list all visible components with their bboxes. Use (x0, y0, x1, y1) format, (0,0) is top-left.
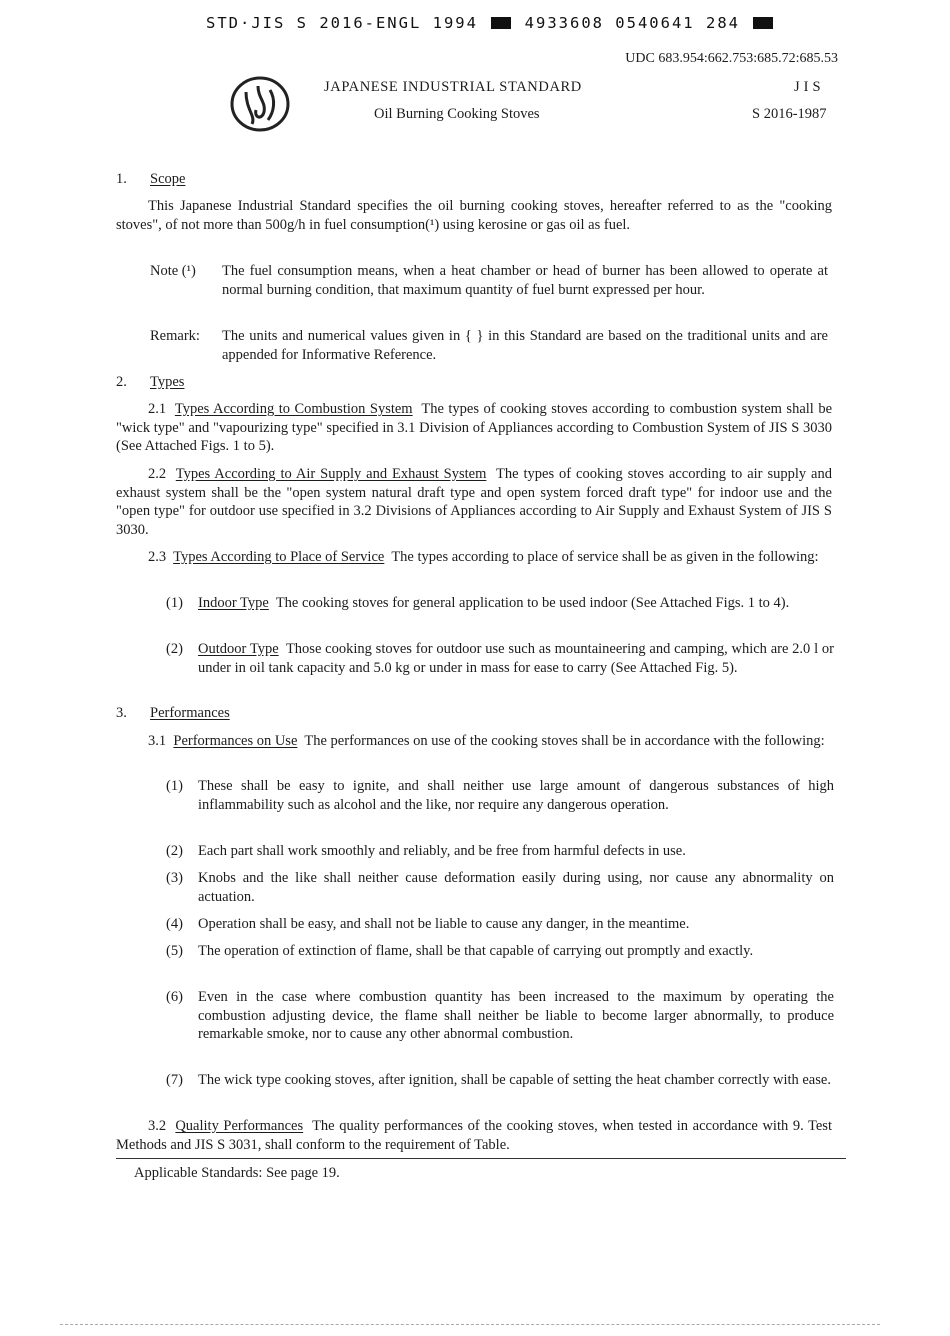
item-title: Outdoor Type (198, 641, 279, 657)
clause-title: Types According to Air Supply and Exhaust System (175, 466, 487, 482)
scan-edge-noise (60, 1324, 880, 1327)
list-item: (5) The operation of extinction of flame, shall be that capable of carrying out promptly and exactly. (166, 943, 754, 959)
clause-2-3: 2.3 Types According to Place of Service The types according to place of service shall be as given in the following: (148, 549, 819, 565)
list-item: (6) Even in the case where combustion quantity has been increased to the maximum by operating the combustion adjusting device, the flame shall neither be liable to become larger abnormally, to produce remarkable smoke, nor to cause any other abnormal combustion. (166, 989, 834, 1042)
clause-3-2: 3.2 Quality Performances The quality performances of the cooking stoves, when tested in accordance with 9. Test Methods and JIS S 3031, shall conform to the requirement of Table. (116, 1118, 832, 1153)
redaction-block (491, 17, 511, 29)
list-item: (4) Operation shall be easy, and shall not be liable to cause any danger, in the meantime. (166, 916, 690, 932)
list-item: (2) Each part shall work smoothly and reliably, and be free from harmful defects in use. (166, 843, 686, 859)
section-2-heading: 2. Types (116, 374, 185, 390)
udc-number: UDC 683.954:662.753:685.72:685.53 (625, 51, 838, 66)
scope-paragraph: This Japanese Industrial Standard specifies the oil burning cooking stoves, hereafter referred to as the "cooking stoves", of not more than 500g/h in fuel consumption(¹) using kerosine or gas oil as fuel. (116, 198, 832, 233)
jis-logo-icon (228, 72, 292, 134)
clause-2-1: 2.1 Types According to Combustion System The types of cooking stoves according to combustion system shall be "wick type" and "vapourizing type" specified in 3.1 Division of Appliances according to Combustion System of JIS S 3030 (See Attached Figs. 1 to 5). (116, 401, 833, 454)
item-title: Indoor Type (198, 595, 269, 611)
note-label: Note (¹) (150, 263, 196, 279)
section-1-heading: 1. Scope (116, 171, 186, 187)
note-text: The fuel consumption means, when a heat chamber or head of burner has been allowed to operate at normal burning condition, that maximum quantity of fuel burnt expressed per hour. (222, 263, 828, 298)
standard-number: S 2016-1987 (752, 106, 827, 122)
clause-3-1: 3.1 Performances on Use The performances on use of the cooking stoves shall be in accordance with the following: (148, 733, 825, 749)
org-title: JAPANESE INDUSTRIAL STANDARD (324, 79, 582, 95)
section-title: Types (150, 374, 185, 390)
remark-text: The units and numerical values given in { } in this Standard are based on the traditional units and are appended for Informative Reference. (222, 328, 828, 363)
jis-mark: JIS (794, 79, 825, 95)
list-item: (1) These shall be easy to ignite, and shall neither use large amount of dangerous substances of high inflammability such as alcohol and the like, nor require any dangerous operation. (166, 778, 834, 813)
clause-title: Types According to Combustion System (174, 401, 413, 417)
section-title: Performances (150, 705, 230, 721)
list-item: (1) Indoor Type The cooking stoves for general application to be used indoor (See Attached Figs. 1 to 4). (166, 595, 790, 611)
footer-rule (116, 1158, 846, 1159)
clause-title: Quality Performances (175, 1118, 304, 1134)
section-3-heading: 3. Performances (116, 705, 230, 721)
list-item: (2) Outdoor Type Those cooking stoves for outdoor use such as mountaineering and camping, which are 2.0 l or under in oil tank capacity and 5.0 kg or under in mass for ease to carry (See Attached Fig. 5). (166, 641, 834, 676)
code-line-right-a: 4933608 0540641 (524, 14, 695, 32)
redaction-block (753, 17, 773, 29)
list-item: (3) Knobs and the like shall neither cause deformation easily during using, nor cause any abnormality on actuation. (166, 870, 834, 905)
doc-title: Oil Burning Cooking Stoves (374, 106, 540, 122)
clause-title: Types According to Place of Service (173, 549, 385, 565)
document-code-line (206, 14, 806, 33)
applicable-standards: Applicable Standards: See page 19. (134, 1165, 340, 1181)
remark-label: Remark: (150, 328, 200, 344)
code-line-right-b: 284 (705, 14, 740, 32)
section-title: Scope (150, 171, 186, 187)
list-item: (7) The wick type cooking stoves, after ignition, shall be capable of setting the heat chamber correctly with ease. (166, 1072, 831, 1088)
clause-title: Performances on Use (173, 733, 298, 749)
clause-2-2: 2.2 Types According to Air Supply and Exhaust System The types of cooking stoves according to air supply and exhaust system shall be the "open system natural draft type and open system forced draft type" for indoor use and the "open type" for outdoor use specified in 3.2 Divisions of Appliances according to Air Supply and Exhaust System of JIS S 3030. (116, 466, 832, 538)
code-line-left: STD·JIS S 2016-ENGL 1994 (206, 14, 478, 32)
